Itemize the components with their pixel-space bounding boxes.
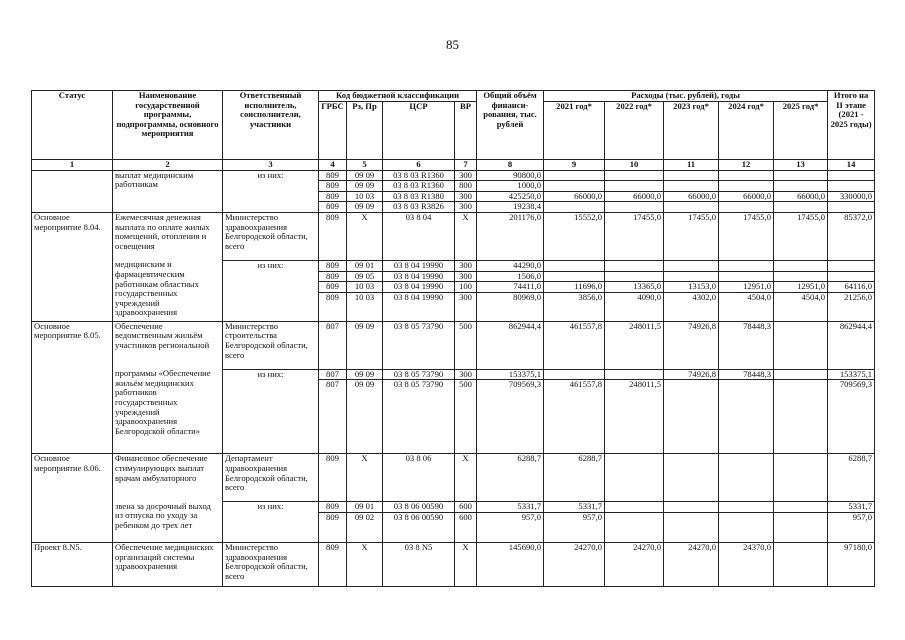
cell-grbs: 807: [319, 321, 347, 369]
cell-total: 44290,0: [477, 260, 544, 271]
cell-csr: 03 8 04 19990: [383, 260, 455, 271]
cell-stage-total: 709569,3: [828, 380, 875, 454]
cell-2022: 248011,5: [605, 380, 664, 454]
cell-2025: 12951,0: [774, 282, 828, 293]
header-2021: 2021 год*: [544, 101, 605, 159]
header-expenses: Расходы (тыс. рублей), годы: [544, 91, 828, 102]
table-row: [32, 369, 875, 380]
cell-2024: 17455,0: [719, 212, 774, 260]
cell-vr: Х: [455, 454, 477, 502]
cell-csr: 03 8 06 00590: [383, 502, 455, 513]
name-line: выплат медицинским: [115, 170, 194, 180]
cell-vr: Х: [455, 542, 477, 586]
cell-2022: 66000,0: [605, 191, 664, 202]
header-2023: 2023 год*: [664, 101, 719, 159]
cell-total: 5331,7: [477, 502, 544, 513]
cell-grbs: 809: [319, 260, 347, 271]
header-executor: Ответственный исполнитель, соисполнители, участники: [223, 91, 319, 160]
cell-grbs: 809: [319, 454, 347, 502]
header-name: Наименование государственной программы, подпрограммы, основного мероприятия: [113, 91, 223, 160]
col-number: 7: [455, 159, 477, 170]
cell-total: 709569,3: [477, 380, 544, 454]
cell-stage-total: 5331,7: [828, 502, 875, 513]
cell-rzpr: 10 03: [347, 292, 383, 321]
executor-cell: Министерство здравоохранения Белгородской области, всего: [223, 212, 319, 260]
table-row: [32, 260, 875, 271]
cell-2024: 12951,0: [719, 282, 774, 293]
cell-rzpr: 09 09: [347, 202, 383, 213]
status-cell: Проект 8.N5.: [32, 542, 113, 586]
cell-2023: [664, 502, 719, 513]
table-row: [32, 170, 875, 181]
cell-rzpr: Х: [347, 542, 383, 586]
cell-grbs: 807: [319, 380, 347, 454]
cell-2021: 15552,0: [544, 212, 605, 260]
cell-2021: 24270,0: [544, 542, 605, 586]
cell-csr: 03 8 04 19990: [383, 271, 455, 282]
cell-2022: [605, 454, 664, 502]
cell-2023: [664, 512, 719, 542]
cell-csr: 03 8 04 19990: [383, 292, 455, 321]
cell-2023: 74926,8: [664, 369, 719, 380]
cell-grbs: 809: [319, 181, 347, 192]
cell-csr: 03 8 05 73790: [383, 321, 455, 369]
cell-csr: 03 8 03 R1380: [383, 191, 455, 202]
cell-csr: 03 8 06: [383, 454, 455, 502]
header-vr: ВР: [455, 101, 477, 159]
name-cell: звена за досрочный выход из отпуска по уходу за ребенком до трех лет: [113, 502, 223, 543]
cell-vr: Х: [455, 212, 477, 260]
cell-2023: 24270,0: [664, 542, 719, 586]
cell-total: 862944,4: [477, 321, 544, 369]
col-number: 8: [477, 159, 544, 170]
header-grbs: ГРБС: [319, 101, 347, 159]
cell-2021: 5331,7: [544, 502, 605, 513]
cell-stage-total: 330000,0: [828, 191, 875, 202]
cell-2025: 4504,0: [774, 292, 828, 321]
cell-rzpr: 10 03: [347, 282, 383, 293]
cell-csr: 03 8 03 R1360: [383, 170, 455, 181]
cell-csr: 03 8 04: [383, 212, 455, 260]
cell-vr: 800: [455, 181, 477, 192]
cell-2025: [774, 369, 828, 380]
cell-total: 153375,1: [477, 369, 544, 380]
cell-rzpr: 09 02: [347, 512, 383, 542]
cell-stage-total: 957,0: [828, 512, 875, 542]
cell-stage-total: 862944,4: [828, 321, 875, 369]
cell-rzpr: 10 03: [347, 191, 383, 202]
cell-total: 1000,0: [477, 181, 544, 192]
cell-grbs: 809: [319, 191, 347, 202]
cell-vr: 300: [455, 170, 477, 181]
cell-2025: [774, 512, 828, 542]
cell-vr: 600: [455, 502, 477, 513]
table-row: [32, 502, 875, 513]
header-status: Статус: [32, 91, 113, 160]
cell-stage-total: 64116,0: [828, 282, 875, 293]
status-cell: [32, 170, 113, 212]
cell-grbs: 807: [319, 369, 347, 380]
name-cell: медицинским и фармацевтическим работникам областных государственных учреждений здравоохранения: [113, 260, 223, 321]
cell-rzpr: 09 01: [347, 260, 383, 271]
status-cell: Основное мероприятие 8.05.: [32, 321, 113, 454]
cell-total: 201176,0: [477, 212, 544, 260]
cell-2024: 78448,3: [719, 369, 774, 380]
cell-2025: 17455,0: [774, 212, 828, 260]
cell-2023: 4302,0: [664, 292, 719, 321]
cell-vr: 300: [455, 292, 477, 321]
cell-2022: 24270,0: [605, 542, 664, 586]
col-number: 9: [544, 159, 605, 170]
cell-2021: 3856,0: [544, 292, 605, 321]
col-number: 2: [113, 159, 223, 170]
col-number: 12: [719, 159, 774, 170]
cell-2024: [719, 512, 774, 542]
cell-grbs: 809: [319, 512, 347, 542]
header-2024: 2024 год*: [719, 101, 774, 159]
executor-cell: Министерство строительства Белгородской области, всего: [223, 321, 319, 369]
cell-2022: 17455,0: [605, 212, 664, 260]
cell-csr: 03 8 06 00590: [383, 512, 455, 542]
cell-csr: 03 8 03 R3826: [383, 202, 455, 213]
cell-rzpr: Х: [347, 454, 383, 502]
cell-total: 19238,4: [477, 202, 544, 213]
table-row: [32, 212, 875, 260]
cell-total: 80969,0: [477, 292, 544, 321]
cell-vr: 300: [455, 369, 477, 380]
cell-vr: 500: [455, 380, 477, 454]
executor-sub-cell: из них:: [223, 260, 319, 321]
cell-2021: [544, 369, 605, 380]
cell-2023: [664, 380, 719, 454]
cell-vr: 100: [455, 282, 477, 293]
cell-total: 145690,0: [477, 542, 544, 586]
executor-sub-cell: из них:: [223, 369, 319, 454]
table-row: [32, 454, 875, 502]
cell-2022: 13365,0: [605, 282, 664, 293]
col-number: 1: [32, 159, 113, 170]
cell-total: 74411,0: [477, 282, 544, 293]
header-2022: 2022 год*: [605, 101, 664, 159]
cell-2021: 11696,0: [544, 282, 605, 293]
status-cell: Основное мероприятие 8.04.: [32, 212, 113, 321]
budget-table: [31, 90, 875, 587]
name-cell: программы «Обеспечение жильём медицинских работников государственных учреждений здравоохранения Белгородской области»: [113, 369, 223, 454]
executor-cell: Министерство здравоохранения Белгородской области, всего: [223, 542, 319, 586]
cell-2025: [774, 454, 828, 502]
cell-2022: [605, 369, 664, 380]
cell-vr: 300: [455, 271, 477, 282]
cell-2023: 66000,0: [664, 191, 719, 202]
name-cell: Обеспечение ведомственным жильём участников региональной: [113, 321, 223, 369]
cell-rzpr: 09 09: [347, 380, 383, 454]
name-cell: Обеспечение медицинских организаций системы здравоохранения: [113, 542, 223, 586]
cell-2023: 17455,0: [664, 212, 719, 260]
header-budget-code: Код бюджетной классификации: [319, 91, 477, 102]
cell-2024: [719, 454, 774, 502]
cell-2022: 4090,0: [605, 292, 664, 321]
cell-2025: [774, 321, 828, 369]
name-cell: Финансовое обеспечение стимулирующих выплат врачам амбулаторного: [113, 454, 223, 502]
cell-grbs: 809: [319, 292, 347, 321]
cell-2024: [719, 502, 774, 513]
cell-2022: 248011,5: [605, 321, 664, 369]
cell-csr: 03 8 03 R1360: [383, 181, 455, 192]
header-2025: 2025 год*: [774, 101, 828, 159]
page-number: 85: [446, 37, 459, 52]
col-number: 3: [223, 159, 319, 170]
col-number: 14: [828, 159, 875, 170]
cell-grbs: 809: [319, 170, 347, 181]
cell-stage-total: 97180,0: [828, 542, 875, 586]
cell-grbs: 809: [319, 282, 347, 293]
executor-cell: из них:: [223, 170, 319, 212]
cell-2025: [774, 542, 828, 586]
header-total-stage2: Итого на II этапе (2021 - 2025 годы): [828, 91, 875, 160]
cell-2021: 461557,8: [544, 380, 605, 454]
cell-total: 1506,0: [477, 271, 544, 282]
cell-2024: 24370,0: [719, 542, 774, 586]
cell-stage-total: 21256,0: [828, 292, 875, 321]
cell-csr: 03 8 N5: [383, 542, 455, 586]
cell-total: 6288,7: [477, 454, 544, 502]
cell-vr: 600: [455, 512, 477, 542]
cell-vr: 300: [455, 202, 477, 213]
name-cell: [113, 170, 223, 212]
cell-2025: 66000,0: [774, 191, 828, 202]
header-rzpr: Рз, Пр: [347, 101, 383, 159]
cell-2024: 78448,3: [719, 321, 774, 369]
table-row: [32, 321, 875, 369]
cell-csr: 03 8 05 73790: [383, 369, 455, 380]
col-number: 5: [347, 159, 383, 170]
cell-2025: [774, 502, 828, 513]
col-number: 4: [319, 159, 347, 170]
cell-grbs: 809: [319, 542, 347, 586]
col-number: 10: [605, 159, 664, 170]
cell-grbs: 809: [319, 271, 347, 282]
cell-stage-total: 153375,1: [828, 369, 875, 380]
cell-rzpr: 09 09: [347, 181, 383, 192]
cell-2024: [719, 380, 774, 454]
cell-2023: 74926,8: [664, 321, 719, 369]
executor-cell: Департамент здравоохранения Белгородской области, всего: [223, 454, 319, 502]
cell-grbs: 809: [319, 202, 347, 213]
cell-vr: 300: [455, 260, 477, 271]
cell-2023: [664, 454, 719, 502]
cell-total: 90800,0: [477, 170, 544, 181]
cell-rzpr: 09 09: [347, 170, 383, 181]
cell-rzpr: 09 01: [347, 502, 383, 513]
header-total-financing: Общий объём финанси-рования, тыс. рублей: [477, 91, 544, 160]
executor-sub-cell: из них:: [223, 502, 319, 543]
cell-vr: 300: [455, 191, 477, 202]
cell-total: 425250,0: [477, 191, 544, 202]
header-csr: ЦСР: [383, 101, 455, 159]
table-row: [32, 542, 875, 586]
cell-vr: 500: [455, 321, 477, 369]
cell-rzpr: 09 09: [347, 369, 383, 380]
cell-2022: [605, 502, 664, 513]
name-line: работникам: [115, 179, 158, 190]
cell-csr: 03 8 04 19990: [383, 282, 455, 293]
cell-2021: 461557,8: [544, 321, 605, 369]
status-cell: Основное мероприятие 8.06.: [32, 454, 113, 543]
col-number: 13: [774, 159, 828, 170]
cell-2021: 6288,7: [544, 454, 605, 502]
cell-total: 957,0: [477, 512, 544, 542]
cell-rzpr: 09 09: [347, 321, 383, 369]
cell-2024: 4504,0: [719, 292, 774, 321]
cell-grbs: 809: [319, 212, 347, 260]
cell-2023: 13153,0: [664, 282, 719, 293]
cell-stage-total: 6288,7: [828, 454, 875, 502]
cell-2021: 957,0: [544, 512, 605, 542]
cell-rzpr: 09 05: [347, 271, 383, 282]
cell-rzpr: Х: [347, 212, 383, 260]
col-number: 6: [383, 159, 455, 170]
cell-stage-total: 85372,0: [828, 212, 875, 260]
cell-2021: 66000,0: [544, 191, 605, 202]
name-cell: Ежемесячная денежная выплата по оплате жилых помещений, отопления и освещения: [113, 212, 223, 260]
cell-csr: 03 8 05 73790: [383, 380, 455, 454]
col-number: 11: [664, 159, 719, 170]
cell-2024: 66000,0: [719, 191, 774, 202]
cell-2025: [774, 380, 828, 454]
cell-grbs: 809: [319, 502, 347, 513]
cell-2022: [605, 512, 664, 542]
